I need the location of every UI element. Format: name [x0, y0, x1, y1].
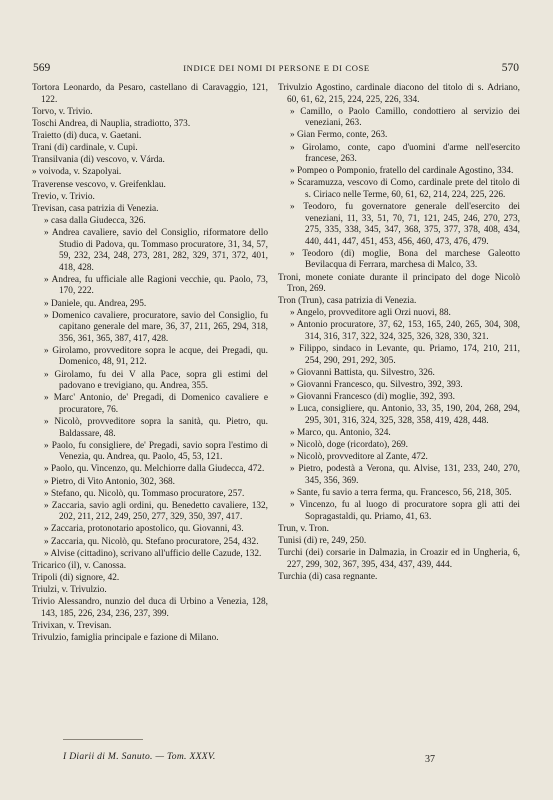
index-entry: » Paolo, fu consigliere, de' Pregadi, savio sopra l'estimo di Venezia, qu. Andrea, qu. Paolo, 45, 53, 121.	[44, 440, 268, 463]
right-column	[278, 83, 520, 584]
index-entry: » Andrea cavaliere, savio del Consiglio, riformatore dello Studio di Padova, qu. Tommaso procuratore, 31, 34, 57, 59, 232, 234, 248, 273, 281, 282, 329, 371, 372, 401, 418, 428.	[44, 228, 268, 273]
index-entry: Toschi Andrea, di Nauplia, stradiotto, 373.	[32, 118, 191, 129]
index-entry: Triulzi, v. Trivulzio.	[32, 585, 107, 596]
index-entry: » Sante, fu savio a terra ferma, qu. Francesco, 56, 218, 305.	[290, 488, 512, 499]
page-number-left: 569	[33, 62, 51, 74]
index-entry: » Marco, qu. Antonio, 324.	[290, 427, 391, 438]
index-entry: » Angelo, provveditore agli Orzi nuovi, 88.	[290, 308, 451, 319]
footer-rule	[63, 739, 143, 740]
index-entry: » Stefano, qu. Nicolò, qu. Tommaso procuratore, 257.	[44, 488, 245, 499]
index-entry: » Pompeo o Pomponio, fratello del cardinale Agostino, 334.	[290, 166, 514, 177]
index-entry: » Girolamo, fu dei V alla Pace, sopra gli estimi del padovano e trevigiano, qu. Andrea, 355.	[44, 369, 268, 392]
index-entry: » Alvise (cittadino), scrivano all'ufficio delle Cazude, 132.	[44, 548, 262, 559]
index-entry: Trivulzio, famiglia principale e fazione di Milano.	[32, 633, 219, 644]
index-entry: » Pietro, di Vito Antonio, 302, 368.	[44, 476, 175, 487]
index-entry: Trevio, v. Trivio.	[32, 191, 95, 202]
index-entry: Trivulzio Agostino, cardinale diacono del titolo di s. Adriano, 60, 61, 62, 215, 224, 225, 226, 334.	[278, 83, 520, 105]
header-title: INDICE DEI NOMI DI PERSONE E DI COSE	[183, 63, 370, 73]
index-entry: Trivio Alessandro, nunzio del duca di Urbino a Venezia, 128, 143, 185, 226, 234, 236, 237, 399.	[32, 597, 268, 619]
index-entry: Trivixan, v. Trevisan.	[32, 621, 112, 632]
index-entry: » Marc' Antonio, de' Pregadi, di Domenico cavaliere e procuratore, 76.	[44, 393, 268, 415]
index-entry: » Giovanni Francesco, qu. Silvestro, 392, 393.	[290, 379, 463, 390]
index-entry: » Daniele, qu. Andrea, 295.	[44, 298, 147, 309]
index-entry: » Scaramuzza, vescovo di Como, cardinale prete del titolo di s. Ciriaco nelle Terme, 60, 61, 62, 214, 224, 225, 226.	[290, 178, 520, 200]
index-entry: Turchia (di) casa regnante.	[278, 571, 378, 582]
index-entry: » Teodoro, fu governatore generale dell'esercito dei veneziani, 11, 33, 51, 70, 71, 121, 245, 246, 270, 273, 275, 335, 338, 345, 347, 368, 375, 377, 378, 408, 434, 440, 441, 447, 451, 453, 456, 460, 473, 476, 479.	[290, 202, 520, 247]
index-entry: Tripoli (di) signore, 42.	[32, 573, 120, 584]
index-entry: Traietto (di) duca, v. Gaetani.	[32, 130, 142, 141]
index-entry: » Camillo, o Paolo Camillo, condottiero al servizio dei veneziani, 263.	[290, 106, 520, 129]
index-entry: » Girolamo, conte, capo d'uomini d'arme nell'esercito francese, 263.	[290, 142, 520, 165]
index-entry: » Zaccaria, protonotario apostolico, qu. Giovanni, 43.	[44, 524, 244, 535]
index-entry: Trani (di) cardinale, v. Cupi.	[32, 143, 138, 154]
index-entry: Turchi (dei) corsarie in Dalmazia, in Croazir ed in Ungheria, 6, 227, 299, 302, 367, 395, 434, 437, 439, 444.	[278, 548, 520, 570]
index-entry: » Domenico cavaliere, procuratore, savio del Consiglio, fu capitano generale del mare, 36, 37, 211, 265, 294, 318, 356, 361, 365, 387, 417, 428.	[44, 310, 268, 344]
index-entry: » Zaccaria, savio agli ordini, qu. Benedetto cavaliere, 132, 202, 211, 212, 249, 250, 277, 329, 350, 397, 417.	[44, 500, 268, 523]
index-entry: » Nicolò, provveditore al Zante, 472.	[290, 452, 428, 463]
page-footer	[0, 751, 553, 765]
index-entry: » Andrea, fu ufficiale alle Ragioni vecchie, qu. Paolo, 73, 170, 222.	[44, 274, 268, 297]
index-entry: Trevisan, casa patrizia di Venezia.	[32, 203, 159, 214]
index-entry: » Giovanni Battista, qu. Silvestro, 326.	[290, 367, 435, 378]
index-entry: » Nicolò, provveditore sopra la sanità, qu. Pietro, qu. Baldassare, 48.	[44, 417, 268, 439]
index-entry: Tortora Leonardo, da Pesaro, castellano di Caravaggio, 121, 122.	[32, 83, 268, 105]
index-entry: » Vincenzo, fu al luogo di procuratore sopra gli atti dei Sopragastaldi, qu. Priamo, 41, 63.	[290, 500, 520, 522]
running-header	[0, 62, 553, 78]
index-entry: » Giovanni Francesco (di) moglie, 392, 393.	[290, 392, 455, 403]
index-entry: Tunisi (di) re, 249, 250.	[278, 536, 367, 547]
index-entry: » Luca, consigliere, qu. Antonio, 33, 35, 190, 204, 268, 294, 295, 301, 316, 324, 325, 328, 358, 419, 428, 448.	[290, 404, 520, 426]
index-entry: Transilvania (di) vescovo, v. Várda.	[32, 155, 165, 166]
signature-mark: 37	[425, 754, 435, 765]
index-entry: » Nicolò, doge (ricordato), 269.	[290, 440, 408, 451]
index-entry: » Antonio procuratore, 37, 62, 153, 165, 240, 265, 304, 308, 314, 316, 317, 322, 324, 325, 326, 328, 330, 321.	[290, 320, 520, 343]
index-entry: Tricarico (il), v. Canossa.	[32, 560, 127, 571]
source-line: I Diarii di M. Sanuto. — Tom. XXXV.	[63, 751, 216, 762]
index-entry: » casa dalla Giudecca, 326.	[44, 215, 146, 226]
index-entry: Torvo, v. Trivio.	[32, 106, 93, 117]
index-entry: » Filippo, sindaco in Levante, qu. Priamo, 174, 210, 211, 254, 290, 291, 292, 305.	[290, 344, 520, 366]
index-entry: » Pietro, podestà a Verona, qu. Alvise, 131, 233, 240, 270, 345, 356, 369.	[290, 464, 520, 486]
page-number-right: 570	[501, 62, 519, 74]
index-entry: » Zaccaria, qu. Nicolò, qu. Stefano procuratore, 254, 432.	[44, 536, 259, 547]
index-entry: Traverense vescovo, v. Greifenklau.	[32, 179, 166, 190]
index-entry: » Teodoro (di) moglie, Bona del marchese Galeotto Bevilacqua di Ferrara, marchesa di Malco, 33.	[290, 248, 520, 271]
index-entry: Tron (Trun), casa patrizia di Venezia.	[278, 296, 417, 307]
left-column	[32, 83, 268, 645]
index-entry: » Paolo, qu. Vincenzo, qu. Melchiorre dalla Giudecca, 472.	[44, 464, 265, 475]
index-entry: » voivoda, v. Szapolyai.	[32, 167, 122, 178]
index-entry: Troni, monete coniate durante il principato del doge Nicolò Tron, 269.	[278, 272, 520, 295]
index-entry: Trun, v. Tron.	[278, 523, 329, 534]
index-entry: » Gian Fermo, conte, 263.	[290, 130, 388, 141]
index-entry: » Girolamo, provveditore sopra le acque, dei Pregadi, qu. Domenico, 48, 91, 212.	[44, 345, 268, 368]
